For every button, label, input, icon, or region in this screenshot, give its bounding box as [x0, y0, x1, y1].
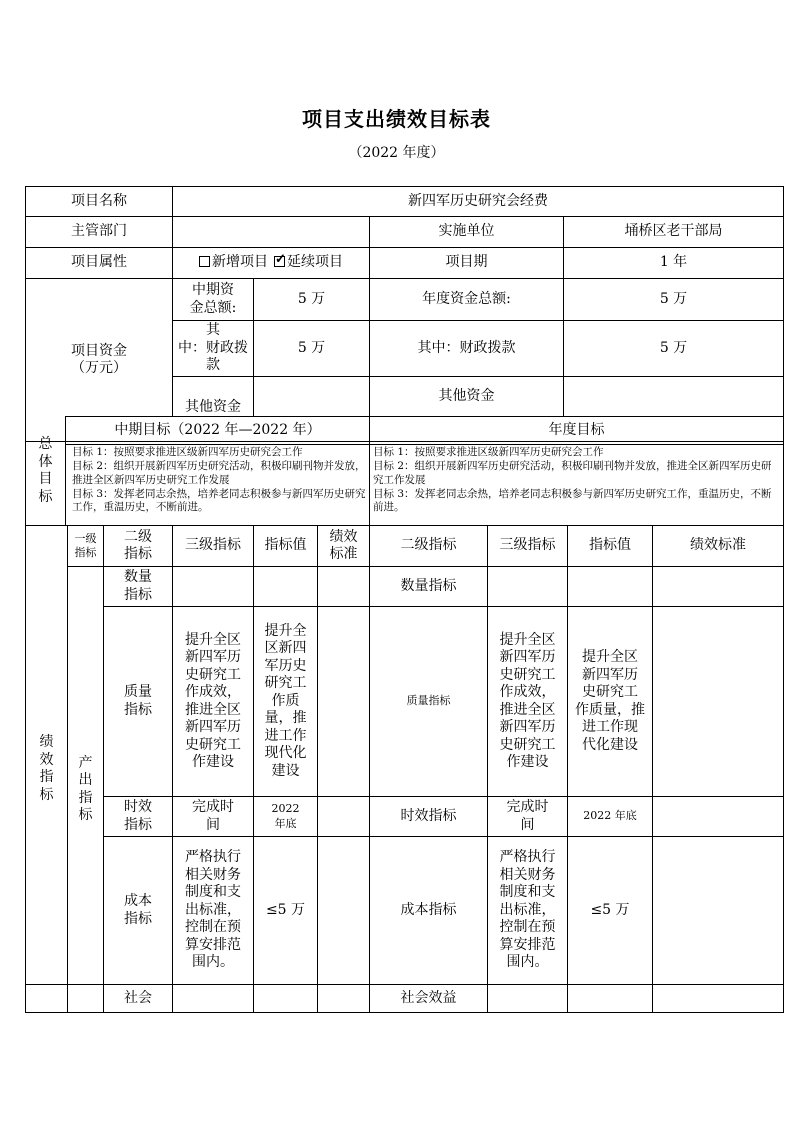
- quality-year-level3: 提升全区 新四军历 史研究工 作成效， 推进全区 新四军历 史研究工 作建设: [499, 631, 556, 770]
- cost-level3: 严格执行 相关财务 制度和支 出标准， 控制在预 算安排范 围内。: [185, 849, 241, 971]
- timeliness-year-standard: [653, 797, 783, 836]
- quality-level3: 提升全区 新四军历 史研究工 作成效， 推进全区 新四军历 史研究工 作建设: [185, 631, 241, 770]
- quality-year-level2: 质量指标: [406, 694, 451, 708]
- quantity-year-standard: [653, 567, 783, 606]
- period-value: 1 年: [659, 254, 688, 271]
- cost-year-value: ≤5 万: [590, 901, 630, 918]
- mid-other-value: [254, 377, 369, 416]
- checkbox-checked-icon: [274, 256, 285, 267]
- attr-continue-option: [274, 254, 343, 272]
- quantity-level3: [173, 567, 253, 606]
- performance-indicators-label: 绩 效 指 标: [39, 734, 54, 803]
- impl-unit-value: 埇桥区老干部局: [624, 223, 723, 240]
- social-year-value: [568, 985, 652, 1012]
- timeliness-standard: [318, 797, 369, 836]
- mid-goal-text: 目标 1：按照要求推进区级新四军历史研究会工作 目标 2：组织开展新四军历史研究活动，积极印刷刊物并发放，推进全区新四军历史研究工作发展 目标 3：发挥老同志余热，培养老同志积极参与新四军历史研究工作，重温历史，不断前进。: [72, 446, 366, 514]
- quantity-level2: 数量 指标: [124, 569, 152, 603]
- timeliness-value: 2022 年底: [271, 802, 300, 830]
- cost-year-standard: [653, 837, 783, 984]
- quantity-standard: [318, 567, 369, 606]
- cost-year-level2: 成本指标: [400, 901, 457, 918]
- social-value: [254, 985, 317, 1012]
- cost-level2: 成本 指标: [124, 893, 152, 927]
- overall-goals-label: 总 体 目 标: [38, 436, 53, 505]
- table-border: [783, 186, 784, 1013]
- social-year-level2: 社会效益: [400, 989, 457, 1006]
- mid-fiscal-value: 5 万: [297, 339, 326, 356]
- cost-standard: [318, 837, 369, 984]
- header-year-value: 指标值: [589, 537, 631, 554]
- project-name-value: 新四军历史研究会经费: [408, 192, 548, 209]
- dept-label: 主管部门: [71, 223, 127, 240]
- quantity-year-level3: [488, 567, 567, 606]
- timeliness-level2: 时效 指标: [124, 799, 152, 833]
- mid-total-value: 5 万: [297, 290, 326, 307]
- year-goal-text: 目标 1：按照要求推进区级新四军历史研究会工作 目标 2：组织开展新四军历史研究活动，积极印刷刊物并发放，推进全区新四军历史研究工作发展 目标 3：发挥老同志余热，培养老同志积极参与新四军历史研究工作，重温历史，不断前进。: [373, 446, 772, 514]
- table-border: [25, 1012, 784, 1013]
- social-year-standard: [653, 985, 783, 1012]
- year-fiscal-label: 其中：财政拨款: [417, 339, 516, 356]
- quality-standard: [318, 607, 369, 796]
- social-level2: 社会: [124, 989, 152, 1006]
- year-total-label: 年度资金总额:: [422, 290, 511, 307]
- page-subtitle: （2022 年度）: [348, 145, 445, 161]
- social-standard: [318, 985, 369, 1012]
- year-other-label: 其他资金: [438, 387, 495, 404]
- project-attr-label: 项目属性: [71, 254, 127, 271]
- header-level1: 一级 指标: [74, 531, 97, 559]
- timeliness-year-level3: 完成时 间: [506, 799, 549, 833]
- year-fiscal-value: 5 万: [659, 339, 688, 356]
- quality-year-value: 提升全区 新四军历 史研究工 作质量，推 进工作现 代化建设: [575, 649, 645, 753]
- timeliness-year-level2: 时效指标: [400, 807, 457, 824]
- quality-value: 提升全 区新四 军历史 研究工 作质 量，推 进工作 现代化 建设: [264, 622, 307, 779]
- attr-new-option: [199, 254, 268, 272]
- timeliness-year-value: 2022 年底: [583, 809, 637, 823]
- quantity-year-level2: 数量指标: [400, 577, 457, 594]
- quantity-value: [254, 567, 317, 606]
- quality-level2: 质量 指标: [124, 684, 152, 718]
- mid-total-label: 中期资 金总额:: [189, 282, 237, 316]
- attr-continue-option-label: 延续项目: [287, 254, 343, 271]
- quantity-year-value: [568, 567, 652, 606]
- period-label: 项目期: [445, 254, 488, 271]
- year-total-value: 5 万: [659, 290, 688, 307]
- social-year-level3: [488, 985, 567, 1012]
- year-goal-header: 年度目标: [548, 421, 605, 438]
- header-year-level2: 二级指标: [400, 537, 457, 554]
- mid-goal-header: 中期目标（2022 年—2022 年）: [114, 421, 321, 438]
- output-indicators-label: 产 出 指 标: [78, 754, 93, 823]
- page-title: 项目支出绩效目标表: [302, 107, 491, 131]
- cost-year-level3: 严格执行 相关财务 制度和支 出标准， 控制在预 算安排范 围内。: [499, 849, 556, 971]
- year-other-value: [564, 377, 783, 416]
- mid-fiscal-label: 其 中：财政拨 款: [178, 322, 248, 374]
- timeliness-level3: 完成时 间: [192, 799, 234, 833]
- project-attr-options: [173, 248, 369, 278]
- table-rule: [65, 444, 784, 445]
- checkbox-empty-icon: [199, 256, 210, 267]
- header-year-level3: 三级指标: [499, 537, 556, 554]
- header-level2: 二级 指标: [124, 528, 152, 562]
- header-level3: 三级指标: [185, 537, 241, 554]
- header-value: 指标值: [264, 537, 307, 554]
- social-level3: [173, 985, 253, 1012]
- header-year-standard: 绩效标准: [690, 537, 746, 554]
- attr-new-option-label: 新增项目: [212, 254, 268, 271]
- impl-unit-label: 实施单位: [438, 223, 495, 240]
- cost-value: ≤5 万: [265, 901, 306, 918]
- mid-other-label: 其他资金: [185, 398, 241, 415]
- header-standard: 绩效 标准: [329, 528, 358, 562]
- project-name-label: 项目名称: [71, 192, 127, 209]
- dept-value: [173, 217, 369, 247]
- funds-label: 项目资金 （万元）: [71, 342, 127, 376]
- quality-year-standard: [653, 607, 783, 796]
